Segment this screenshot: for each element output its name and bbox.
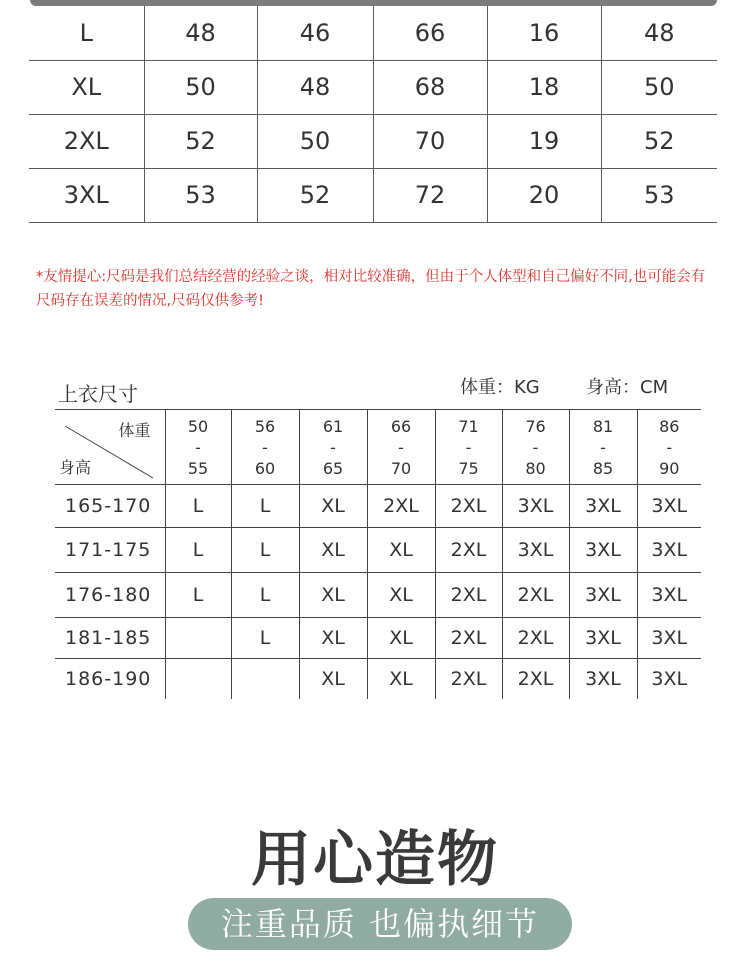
recommended-size-cell: 3XL bbox=[569, 528, 637, 573]
recommended-size-cell: XL bbox=[299, 573, 367, 618]
weight-sep: - bbox=[398, 437, 404, 457]
size-reference-table bbox=[55, 409, 701, 699]
size-table-row bbox=[29, 6, 717, 60]
weight-range-header bbox=[231, 410, 299, 485]
weight-sep: - bbox=[600, 437, 606, 457]
weight-range-header bbox=[165, 410, 231, 485]
size-value-cell: 16 bbox=[487, 6, 601, 60]
slogan-heading: 用心造物 bbox=[251, 825, 499, 895]
corner-weight-label: 体重 bbox=[118, 421, 151, 440]
recommended-size-cell: 3XL bbox=[637, 528, 701, 573]
size-value-cell: 52 bbox=[257, 168, 373, 222]
size-value-cell: 48 bbox=[144, 6, 257, 60]
size-value-cell: 50 bbox=[257, 114, 373, 168]
recommended-size-cell: 2XL bbox=[435, 528, 502, 573]
size-value-cell: 46 bbox=[257, 6, 373, 60]
size-label-cell: L bbox=[29, 6, 144, 60]
weight-unit-label: 体重：KG bbox=[460, 377, 540, 398]
weight-from: 71 bbox=[458, 416, 479, 436]
weight-from: 66 bbox=[390, 416, 412, 436]
recommended-size-cell: XL bbox=[299, 618, 367, 659]
size-value-cell: 50 bbox=[144, 60, 257, 114]
recommended-size-cell: 2XL bbox=[502, 573, 569, 618]
recommended-size-cell: XL bbox=[367, 528, 435, 573]
weight-sep: - bbox=[465, 437, 472, 457]
weight-range-header bbox=[637, 410, 701, 485]
weight-range-header bbox=[569, 410, 637, 485]
reference-row bbox=[55, 528, 701, 573]
weight-range-header bbox=[435, 410, 502, 485]
height-range-cell: 186-190 bbox=[55, 659, 165, 699]
size-value-cell: 18 bbox=[487, 60, 601, 114]
recommended-size-cell: 3XL bbox=[569, 618, 637, 659]
size-table-row bbox=[29, 60, 717, 114]
recommended-size-cell: L bbox=[165, 573, 231, 618]
size-value-cell: 48 bbox=[601, 6, 717, 60]
size-value-cell: 52 bbox=[601, 114, 717, 168]
slogan-pill: 注重品质 也偏执细节 bbox=[188, 898, 572, 950]
weight-from: 81 bbox=[592, 416, 614, 436]
recommended-size-cell: 3XL bbox=[502, 485, 569, 528]
recommended-size-cell bbox=[165, 618, 231, 659]
weight-sep: - bbox=[262, 437, 268, 457]
size-value-cell: 68 bbox=[373, 60, 487, 114]
size-value-cell: 52 bbox=[144, 114, 257, 168]
height-unit-label: 身高：CM bbox=[586, 377, 669, 398]
weight-from: 86 bbox=[659, 416, 680, 436]
size-value-cell: 70 bbox=[373, 114, 487, 168]
recommended-size-cell: L bbox=[231, 618, 299, 659]
height-range-cell: 171-175 bbox=[55, 528, 165, 573]
recommended-size-cell: 2XL bbox=[502, 618, 569, 659]
size-label-cell: XL bbox=[29, 60, 144, 114]
reference-row bbox=[55, 573, 701, 618]
size-value-cell: 66 bbox=[373, 6, 487, 60]
diagonal-corner-cell bbox=[55, 410, 165, 485]
weight-to: 55 bbox=[187, 458, 209, 478]
recommended-size-cell: XL bbox=[299, 659, 367, 699]
height-range-cell: 165-170 bbox=[55, 485, 165, 528]
weight-to: 75 bbox=[458, 458, 479, 478]
weight-from: 50 bbox=[187, 416, 209, 436]
size-value-cell: 19 bbox=[487, 114, 601, 168]
size-table-row bbox=[29, 114, 717, 168]
recommended-size-cell: 3XL bbox=[569, 659, 637, 699]
recommended-size-cell: 3XL bbox=[637, 618, 701, 659]
reference-row bbox=[55, 485, 701, 528]
reference-header-row bbox=[55, 410, 701, 485]
weight-to: 65 bbox=[322, 458, 344, 478]
recommended-size-cell: 3XL bbox=[637, 573, 701, 618]
weight-sep: - bbox=[666, 437, 673, 457]
recommended-size-cell: XL bbox=[299, 485, 367, 528]
recommended-size-cell: 3XL bbox=[637, 485, 701, 528]
recommended-size-cell: 2XL bbox=[435, 573, 502, 618]
recommended-size-cell: XL bbox=[299, 528, 367, 573]
recommended-size-cell: 2XL bbox=[435, 659, 502, 699]
weight-to: 85 bbox=[592, 458, 614, 478]
recommended-size-cell: 3XL bbox=[569, 485, 637, 528]
recommended-size-cell: 2XL bbox=[367, 485, 435, 528]
recommended-size-cell: L bbox=[231, 528, 299, 573]
size-value-cell: 53 bbox=[601, 168, 717, 222]
weight-from: 61 bbox=[322, 416, 344, 436]
size-tip-note: *友情提心:尺码是我们总结经营的经验之谈，相对比较准确，但由于个人体型和自己偏好不同,也可能会有尺码存在误差的情况,尺码仅供参考! bbox=[36, 269, 706, 309]
weight-to: 70 bbox=[390, 458, 412, 478]
weight-from: 76 bbox=[525, 416, 546, 436]
recommended-size-cell: XL bbox=[367, 659, 435, 699]
reference-row bbox=[55, 659, 701, 699]
recommended-size-cell: 2XL bbox=[435, 485, 502, 528]
recommended-size-cell: XL bbox=[367, 618, 435, 659]
recommended-size-cell: L bbox=[165, 485, 231, 528]
recommended-size-cell: 2XL bbox=[502, 659, 569, 699]
size-label-cell: 2XL bbox=[29, 114, 144, 168]
size-label-cell: 3XL bbox=[29, 168, 144, 222]
weight-sep: - bbox=[330, 437, 336, 457]
size-value-cell: 72 bbox=[373, 168, 487, 222]
weight-from: 56 bbox=[254, 416, 276, 436]
weight-to: 90 bbox=[659, 458, 680, 478]
recommended-size-cell bbox=[231, 659, 299, 699]
recommended-size-cell: XL bbox=[367, 573, 435, 618]
size-value-cell: 20 bbox=[487, 168, 601, 222]
size-table bbox=[29, 6, 717, 223]
weight-sep: - bbox=[195, 437, 201, 457]
weight-sep: - bbox=[532, 437, 539, 457]
recommended-size-cell: L bbox=[231, 485, 299, 528]
recommended-size-cell: L bbox=[231, 573, 299, 618]
weight-range-header bbox=[299, 410, 367, 485]
recommended-size-cell: L bbox=[165, 528, 231, 573]
size-value-cell: 50 bbox=[601, 60, 717, 114]
weight-range-header bbox=[502, 410, 569, 485]
height-range-cell: 181-185 bbox=[55, 618, 165, 659]
size-value-cell: 53 bbox=[144, 168, 257, 222]
recommended-size-cell: 2XL bbox=[435, 618, 502, 659]
recommended-size-cell: 3XL bbox=[502, 528, 569, 573]
weight-range-header bbox=[367, 410, 435, 485]
weight-to: 80 bbox=[525, 458, 546, 478]
size-value-cell: 48 bbox=[257, 60, 373, 114]
reference-title: 上衣尺寸 bbox=[58, 382, 138, 406]
weight-to: 60 bbox=[254, 458, 276, 478]
recommended-size-cell bbox=[165, 659, 231, 699]
reference-row bbox=[55, 618, 701, 659]
height-range-cell: 176-180 bbox=[55, 573, 165, 618]
corner-height-label: 身高 bbox=[59, 458, 92, 477]
recommended-size-cell: 3XL bbox=[569, 573, 637, 618]
recommended-size-cell: 3XL bbox=[637, 659, 701, 699]
size-table-row bbox=[29, 168, 717, 222]
